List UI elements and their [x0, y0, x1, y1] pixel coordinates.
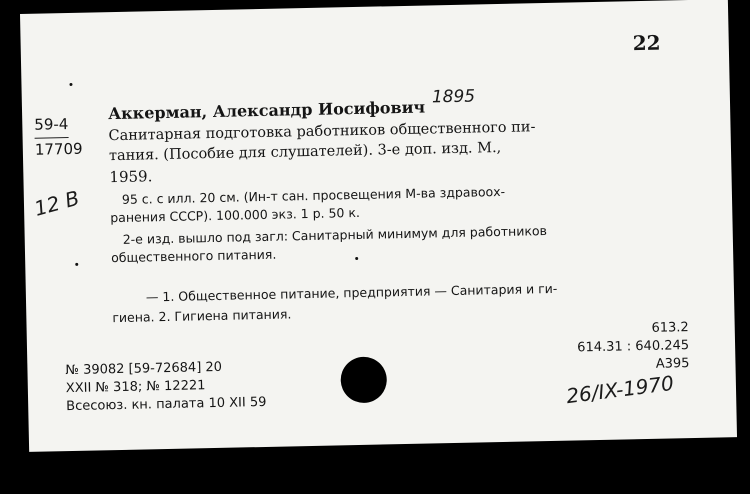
- catalog-card: [20, 0, 737, 452]
- subject-heading-line: — 1. Общественное питание, предприятия — Санитария и ги-: [145, 280, 558, 305]
- imprint-line: Всесоюз. кн. палата 10 XII 59: [66, 394, 267, 415]
- call-number-top: 59-4: [34, 113, 69, 139]
- handwritten-note: 26/IX-1970: [564, 370, 676, 409]
- classification-line: А395: [655, 356, 690, 372]
- call-number-bottom: 17709: [34, 139, 83, 159]
- classification-line: 613.2: [651, 320, 689, 336]
- handwritten-code: 12 В: [31, 185, 82, 221]
- title-line: Санитарная подготовка работников общественного пи-: [108, 119, 536, 145]
- title-line: тания. (Пособие для слушателей). 3-е доп. изд. М.,: [108, 139, 502, 165]
- speck: [75, 263, 78, 266]
- author-name: Аккерман, Александр Иосифович: [107, 97, 426, 124]
- imprint-line: XXII № 318; № 12221: [65, 378, 206, 397]
- subject-heading-line: гиена. 2. Гигиена питания.: [112, 306, 292, 326]
- description-line: ранения СССР). 100.000 экз. 1 р. 50 к.: [110, 204, 361, 226]
- speck: [355, 257, 358, 260]
- page-number: 22: [632, 30, 661, 56]
- imprint-line: № 39082 [59-72684] 20: [65, 359, 223, 379]
- title-line: 1959.: [109, 167, 153, 187]
- call-number: [34, 113, 83, 161]
- description-line: общественного питания.: [110, 246, 277, 266]
- description-line: 2-е изд. вышло под загл: Санитарный минимум для работников: [122, 223, 548, 247]
- handwritten-birth-year: 1895: [431, 86, 476, 108]
- classification-line: 614.31 : 640.245: [577, 338, 690, 356]
- punch-hole: [340, 356, 387, 403]
- description-line: 95 с. с илл. 20 см. (Ин-т сан. просвещения М-ва здравоох-: [121, 183, 506, 207]
- speck: [69, 83, 72, 86]
